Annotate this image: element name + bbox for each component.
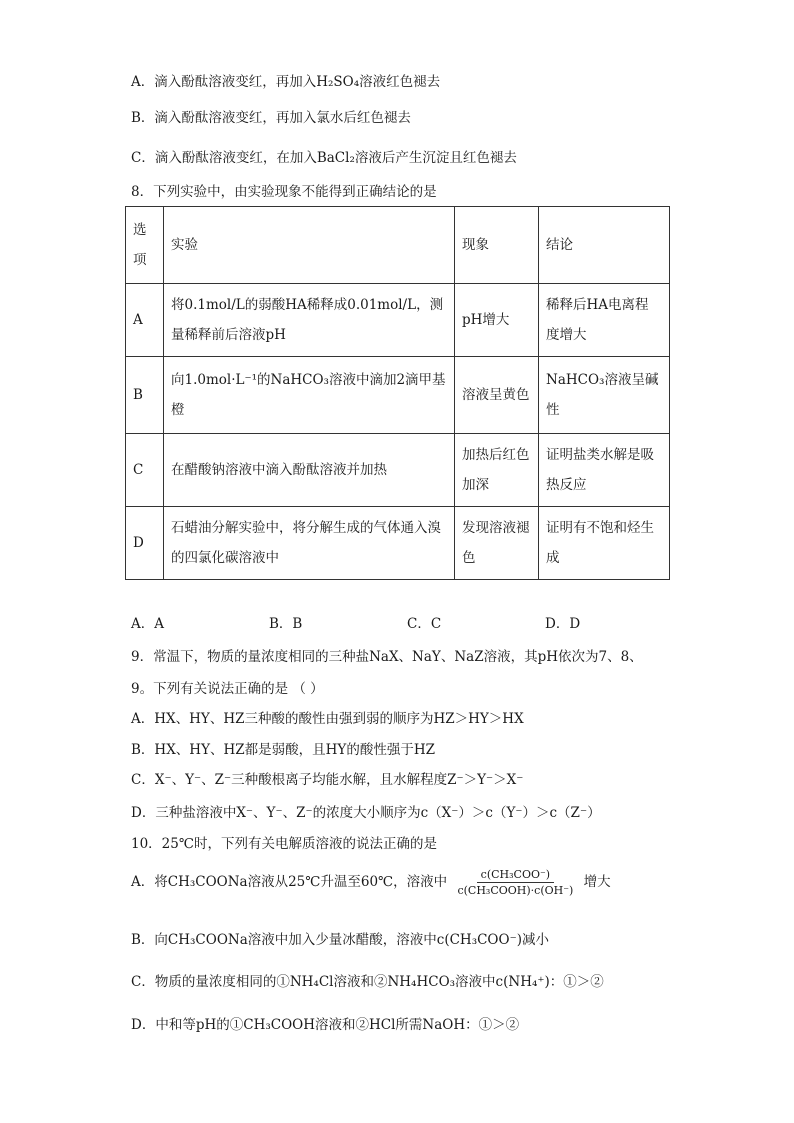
row-experiment: 将0.1mol/L的弱酸HA稀释成0.01mol/L，测量稀释前后溶液pH xyxy=(164,284,455,357)
question-9-stem-line1: 9．常温下，物质的量浓度相同的三种盐NaX、NaY、NaZ溶液，其pH依次为7、8、 xyxy=(131,649,643,665)
row-phenomenon: 加热后红色加深 xyxy=(455,434,539,507)
header-option: 选项 xyxy=(126,207,164,284)
question-10-option-b: B．向CH₃COONa溶液中加入少量冰醋酸，溶液中c(CH₃COO⁻)减小 xyxy=(131,932,549,948)
row-conclusion: 证明有不饱和烃生成 xyxy=(539,507,670,580)
question-9-option-c: C．X⁻、Y⁻、Z⁻三种酸根离子均能水解，且水解程度Z⁻＞Y⁻＞X⁻ xyxy=(131,772,524,788)
choice-a: A．A xyxy=(131,616,164,632)
table-row xyxy=(126,434,670,507)
question-9-option-a: A．HX、HY、HZ三种酸的酸性由强到弱的顺序为HZ＞HY＞HX xyxy=(131,711,524,727)
option-a-suffix: 增大 xyxy=(583,874,611,890)
question-10-option-d: D．中和等pH的①CH₃COOH溶液和②HCl所需NaOH：①＞② xyxy=(131,1017,520,1033)
choice-d: D．D xyxy=(545,616,581,632)
row-conclusion: 证明盐类水解是吸热反应 xyxy=(539,434,670,507)
table-header-row xyxy=(126,207,670,284)
table-row xyxy=(126,507,670,580)
question-9-option-b: B．HX、HY、HZ都是弱酸，且HY的酸性强于HZ xyxy=(131,742,435,758)
row-option: C xyxy=(126,434,164,507)
header-phenomenon: 现象 xyxy=(455,207,539,284)
row-conclusion: 稀释后HA电离程度增大 xyxy=(539,284,670,357)
question-8-choices xyxy=(131,612,691,632)
fraction-denominator: c(CH₃COOH)·c(OH⁻) xyxy=(457,884,574,897)
choice-c: C．C xyxy=(407,616,442,632)
option-a-prefix: A．将CH₃COONa溶液从25℃升温至60℃，溶液中 xyxy=(131,874,448,890)
option-7a: A．滴入酚酞溶液变红，再加入H₂SO₄溶液红色褪去 xyxy=(131,74,441,90)
row-option: D xyxy=(126,507,164,580)
row-experiment: 向1.0mol·L⁻¹的NaHCO₃溶液中滴加2滴甲基橙 xyxy=(164,357,455,434)
question-9-stem-line2: 9。下列有关说法正确的是 （ ） xyxy=(131,681,324,697)
option-7c: C．滴入酚酞溶液变红，在加入BaCl₂溶液后产生沉淀且红色褪去 xyxy=(131,150,517,166)
question-10-stem: 10．25℃时，下列有关电解质溶液的说法正确的是 xyxy=(131,836,437,852)
question-10-option-a xyxy=(131,868,611,897)
row-phenomenon: 溶液呈黄色 xyxy=(455,357,539,434)
row-experiment: 石蜡油分解实验中，将分解生成的气体通入溴的四氯化碳溶液中 xyxy=(164,507,455,580)
row-experiment: 在醋酸钠溶液中滴入酚酞溶液并加热 xyxy=(164,434,455,507)
fraction-numerator: c(CH₃COO⁻) xyxy=(477,868,554,883)
question-10-option-c: C．物质的量浓度相同的①NH₄Cl溶液和②NH₄HCO₃溶液中c(NH₄⁺)：①＞② xyxy=(131,974,604,990)
table-row xyxy=(126,284,670,357)
choice-b: B．B xyxy=(269,616,303,632)
option-7b: B．滴入酚酞溶液变红，再加入氯水后红色褪去 xyxy=(131,110,411,126)
concentration-fraction xyxy=(453,868,577,897)
table-row xyxy=(126,357,670,434)
question-9-option-d: D．三种盐溶液中X⁻、Y⁻、Z⁻的浓度大小顺序为c（X⁻）＞c（Y⁻）＞c（Z⁻） xyxy=(131,805,601,821)
header-experiment: 实验 xyxy=(164,207,455,284)
experiment-table xyxy=(125,206,670,580)
row-conclusion: NaHCO₃溶液呈碱性 xyxy=(539,357,670,434)
header-conclusion: 结论 xyxy=(539,207,670,284)
question-8-stem: 8．下列实验中，由实验现象不能得到正确结论的是 xyxy=(131,184,437,200)
row-option: B xyxy=(126,357,164,434)
row-phenomenon: pH增大 xyxy=(455,284,539,357)
row-option: A xyxy=(126,284,164,357)
row-phenomenon: 发现溶液褪色 xyxy=(455,507,539,580)
